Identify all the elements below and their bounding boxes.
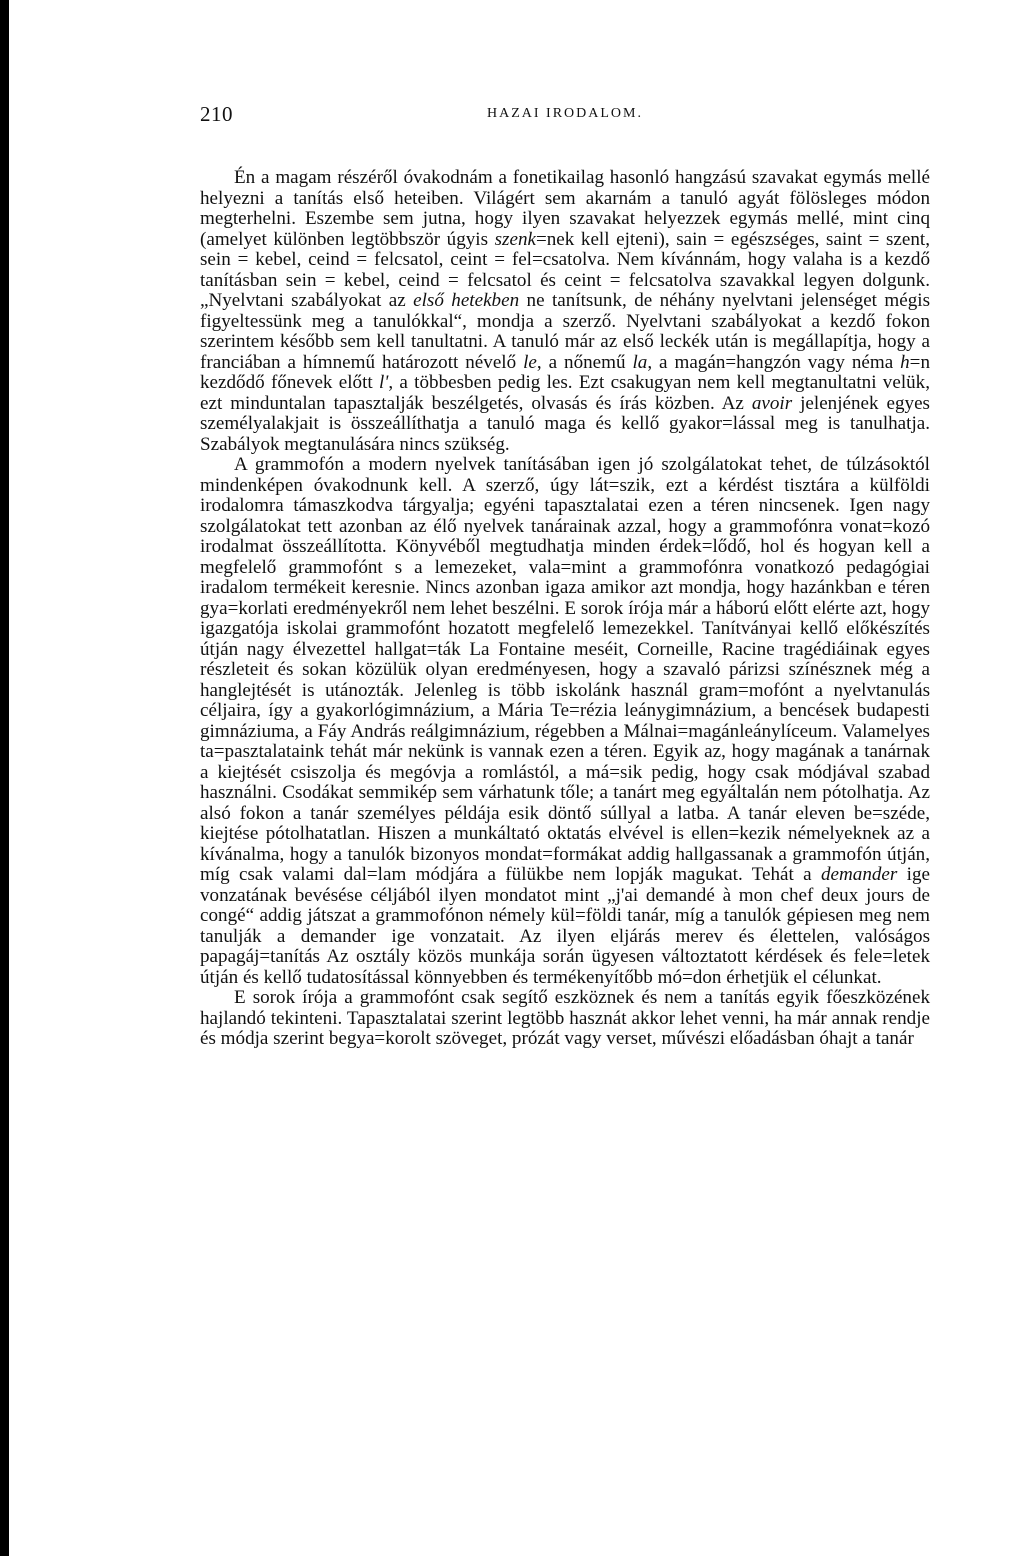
text-run: =nek kell ejteni), sain = egészséges, saint = szent, sein = kebel, ceind = felcsatol, ceint = fel=csatolva. Nem kívánnám, hogy valaha is a kezdő tanításban sein = kebel, ceind = felcsatol és ceint = felcsatolva szavakkal legyen dolgunk. „Nyelvtani szabályokat az — [200, 228, 931, 311]
italic-term: le — [523, 351, 537, 373]
italic-term: avoir — [751, 392, 793, 414]
text-run: , a többesben pedig les. Ezt csakugyan nem kell megtanultatni velük, ezt minduntalan tapasztalják beszélgetés, olvasás és írás közben. Az — [200, 372, 930, 414]
italic-term: szenk — [494, 228, 536, 250]
running-head: HAZAI IRODALOM. — [487, 106, 643, 121]
scan-edge-shadow — [0, 0, 9, 1556]
italic-term: l' — [378, 372, 389, 393]
text-run: , a nőnemű — [536, 351, 633, 373]
text-run: ne tanítsunk, de néhány nyelvtani jelenséget mégis figyeltessünk meg a tanulókkal“, mondja a szerző. Nyelvtani szabályokat a kezdő fokon szerintem később sem kell tanultatni. A tanuló már az első leckék után is megállapítja, hogy a franciában a hímnemű határozott névelő — [200, 290, 931, 373]
italic-term: la — [632, 351, 648, 373]
text-run: A grammofón a modern nyelvek tanításában igen jó szolgálatokat tehet, de túlzásoktól mindenképen óvakodnunk kell. A szerző, úgy lát=szik, ezt a kérdést tisztára a külföldi irodalomra támaszkodva tárgyalja; egyéni tapasztalatai ezen a téren nincsenek. Igen nagy szolgálatokat tett azonban az élő nyelvek tanárainak azzal, hogy a grammofónra vonat=kozó irodalmat összeállította. Könyvéből megtudhatja minden érdek=lődő, hol és hogyan kell a megfelelő grammofónt s a lemezeket, vala=mint a grammofónra vonatkozó pedagógiai iradalom termékeit keresnie. Nincs azonban igaza amikor azt mondja, hogy hazánkban e téren gya=korlati eredményekről nem lehet beszélni. E sorok írója már a háború előtt elérte azt, hogy igazgatója iskolai grammofónt hozatott megfelelő lemezekkel. Tanítványai kellő előkészítés útján nagy élvezettel hallgat=ták La Fontaine meséit, Corneille, Racine tragédiáinak egyes részleteit és sokan közülük olyan eredményesen, hogy a szavaló párizsi színésznek még a hanglejtését is utánozták. Jelenleg is több iskolánk használ gram=mofónt a nyelvtanulás céljaira, így a gyakorlógimnázium, a Mária Te=rézia leánygimnázium, a bencések budapesti gimnáziuma, a Fáy András reálgimnázium, régebben a Málnai=magánleánylíceum. Valamelyes ta=pasztalataink tehát már nekünk is vannak ezen a téren. Egyik az, hogy magának a tanárnak a kiejtését csiszolja és megóvja a romlástól, a má=sik pedig, hogy csak módjával szabad használni. Csodákat semmikép sem várhatunk tőle; a tanárt meg egyáltalán nem pótolhatja. Az alsó fokon a tanár személyes példája esik döntő súllyal a latba. A tanár eleven be=széde, kiejtése pótolhatatlan. Hiszen a munkáltató oktatás elvével is ellen=kezik némelyeknek az a kívánalma, hogy a tanulók bizonyos mondat=formákat addig hallgassanak a grammofón útján, míg csak valami dal=lam módjára a fülükbe nem lopják magukat. Tehát a — [200, 454, 930, 885]
page-number: 210 — [200, 102, 233, 126]
paragraph-3 — [200, 988, 930, 1050]
italic-term: h — [900, 351, 910, 373]
body-text — [200, 168, 930, 1050]
text-run: , a magán=hangzón vagy néma — [647, 351, 901, 373]
paragraph-2 — [200, 455, 930, 988]
text-run: ige vonzatának bevésése céljából ilyen mondatot mint „j'ai demandé à mon chef deux jours de congé“ addig játszat a grammofónon némely kül=földi tanár, míg a tanulók gépiesen meg nem tanulják a demander ige vonzatait. Az ilyen eljárás merev és élettelen, valóságos papagáj=tanítás Az osztály közös munkája során ügyesen változtatott kérdések és fele=letek útján és kellő tudatosítással könnyebben és termékenyítőbb mó=don érhetjük el célunkat. — [200, 864, 930, 988]
text-run: Én a magam részéről óvakodnám a fonetikailag hasonló hangzású szavakat egymás mellé helyezni a tanítás első heteiben. Világért sem akarnám a tanuló agyát fölösleges módon megterhelni. Eszembe sem jutna, hogy ilyen szavakat helyezzek egymás mellé, mint cinq (amelyet különben legtöbbször úgyis — [200, 167, 930, 250]
text-run: =n kezdődő főnevek előtt — [200, 351, 930, 393]
text-run: E sorok írója a grammofónt csak segítő eszköznek és nem a tanítás egyik főeszközének hajlandó tekinteni. Tapasztalatai szerint legtöbb hasznát akkor lehet venni, ha már annak rendje és módja szerint begya=korolt szöveget, prózát vagy verset, művészi előadásban óhajt a tanár — [200, 987, 930, 1049]
italic-term: demander — [820, 864, 898, 885]
text-run: jelenjének egyes személyalakjait is összeállíthatja a tanuló maga és kellő gyakor=lással meg is tanulhatja. Szabályok megtanulására nincs szükség. — [200, 392, 930, 455]
page-header — [200, 102, 930, 132]
paragraph-1 — [200, 168, 930, 455]
italic-term: első hetekben — [413, 290, 520, 311]
